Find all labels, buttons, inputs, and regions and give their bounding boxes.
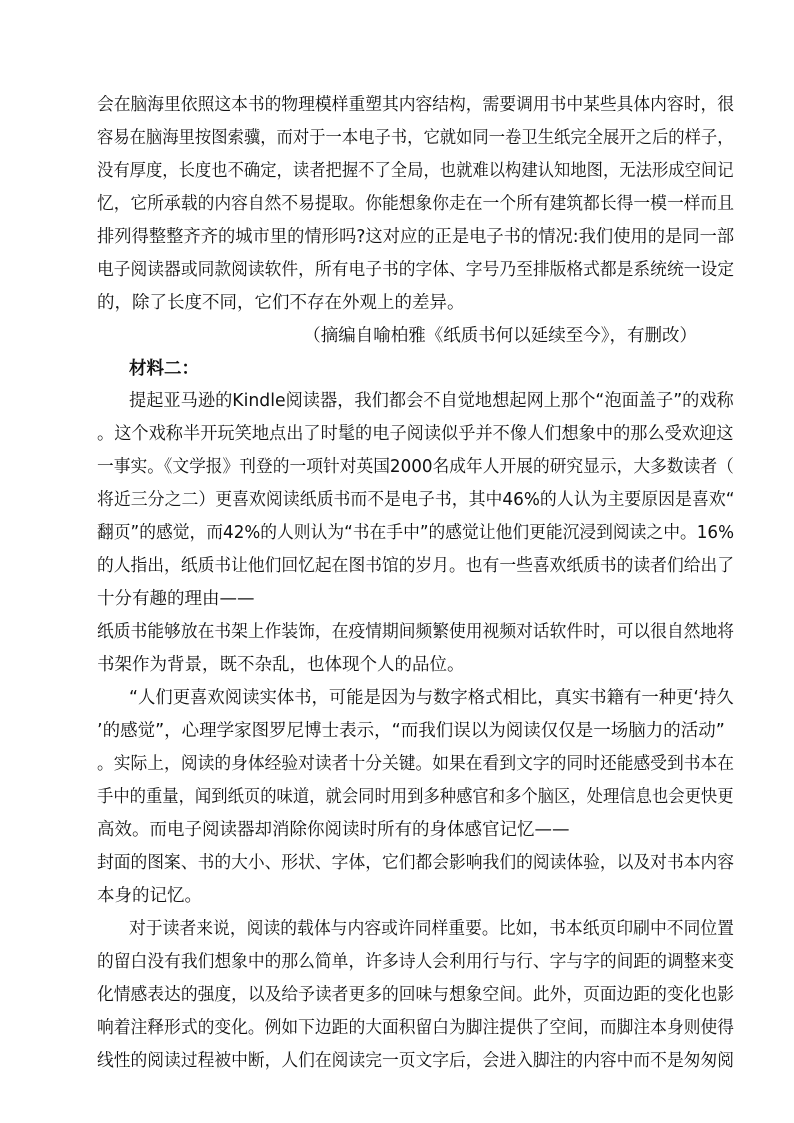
text-line: 一事实。《文学报》刊登的一项针对英国2000名成年人开展的研究显示，大多数读者（	[97, 457, 734, 477]
source-note: （摘编自喻柏雅《纸质书何以延续至今》，有删改）	[303, 326, 697, 346]
text-line: 十分有趣的理由——	[97, 589, 255, 609]
section-heading: 材料二：	[129, 359, 199, 379]
text-line: 提起亚马逊的Kindle阅读器，我们都会不自觉地想起网上那个“泡面盖子”的戏称	[129, 391, 734, 411]
text-line: 响着注释形式的变化。例如下边距的大面积留白为脚注提供了空间，而脚注本身则使得	[97, 1018, 735, 1038]
text-line: ’的感觉”，心理学家图罗尼博士表示，“而我们误以为阅读仅仅是一场脑力的活动”	[97, 721, 725, 741]
text-line: 排列得整整齐齐的城市里的情形吗?这对应的正是电子书的情况:我们使用的是同一部	[97, 227, 735, 247]
text-line: 的留白没有我们想象中的那么简单，许多诗人会利用行与行、字与字的间距的调整来变	[97, 952, 735, 972]
text-line: 高效。而电子阅读器却消除你阅读时所有的身体感官记忆——	[97, 820, 570, 840]
text-line: 。这个戏称半开玩笑地点出了时髦的电子阅读似乎并不像人们想象中的那么受欢迎这	[97, 424, 734, 444]
text-line: 没有厚度，长度也不确定，读者把握不了全局，也就难以构建认知地图，无法形成空间记	[97, 161, 734, 181]
text-line: 化情感表达的强度，以及给予读者更多的回味与想象空间。此外，页面边距的变化也影	[97, 985, 735, 1005]
text-line: 封面的图案、书的大小、形状、字体，它们都会影响我们的阅读体验，以及对书本内容	[97, 853, 735, 873]
text-line: 书架作为背景，既不杂乱，也体现个人的品位。	[97, 655, 465, 675]
text-line: 。实际上，阅读的身体经验对读者十分关键。如果在看到文字的同时还能感受到书本在	[97, 754, 735, 774]
text-line: 容易在脑海里按图索骥，而对于一本电子书，它就如同一卷卫生纸完全展开之后的样子，	[97, 128, 734, 148]
text-line: 忆，它所承载的内容自然不易提取。你能想象你走在一个所有建筑都长得一模一样而且	[97, 194, 735, 214]
text-line: “人们更喜欢阅读实体书，可能是因为与数字格式相比，真实书籍有一种更‘持久	[129, 688, 734, 708]
text-line: 线性的阅读过程被中断，人们在阅读完一页文字后，会进入脚注的内容中而不是匆匆阅	[97, 1051, 735, 1071]
text-line: 手中的重量，闻到纸页的味道，就会同时用到多种感官和多个脑区，处理信息也会更快更	[97, 787, 734, 807]
text-line: 本身的记忆。	[97, 886, 202, 906]
text-line: 的，除了长度不同，它们不存在外观上的差异。	[97, 293, 465, 313]
text-line: 将近三分之二）更喜欢阅读纸质书而不是电子书，其中46%的人认为主要原因是喜欢“	[97, 490, 735, 510]
text-line: 的人指出，纸质书让他们回忆起在图书馆的岁月。也有一些喜欢纸质书的读者们给出了	[97, 556, 735, 576]
text-line: 对于读者来说，阅读的载体与内容或许同样重要。比如，书本纸页印刷中不同位置	[129, 919, 734, 939]
text-line: 翻页”的感觉，而42%的人则认为“书在手中”的感觉让他们更能沉浸到阅读之中。16%	[97, 523, 735, 543]
text-line: 电子阅读器或同款阅读软件，所有电子书的字体、字号乃至排版格式都是系统统一设定	[97, 260, 735, 280]
text-line: 纸质书能够放在书架上作装饰，在疫情期间频繁使用视频对话软件时，可以很自然地将	[97, 622, 735, 642]
text-line: 会在脑海里依照这本书的物理模样重塑其内容结构，需要调用书中某些具体内容时，很	[97, 95, 735, 115]
